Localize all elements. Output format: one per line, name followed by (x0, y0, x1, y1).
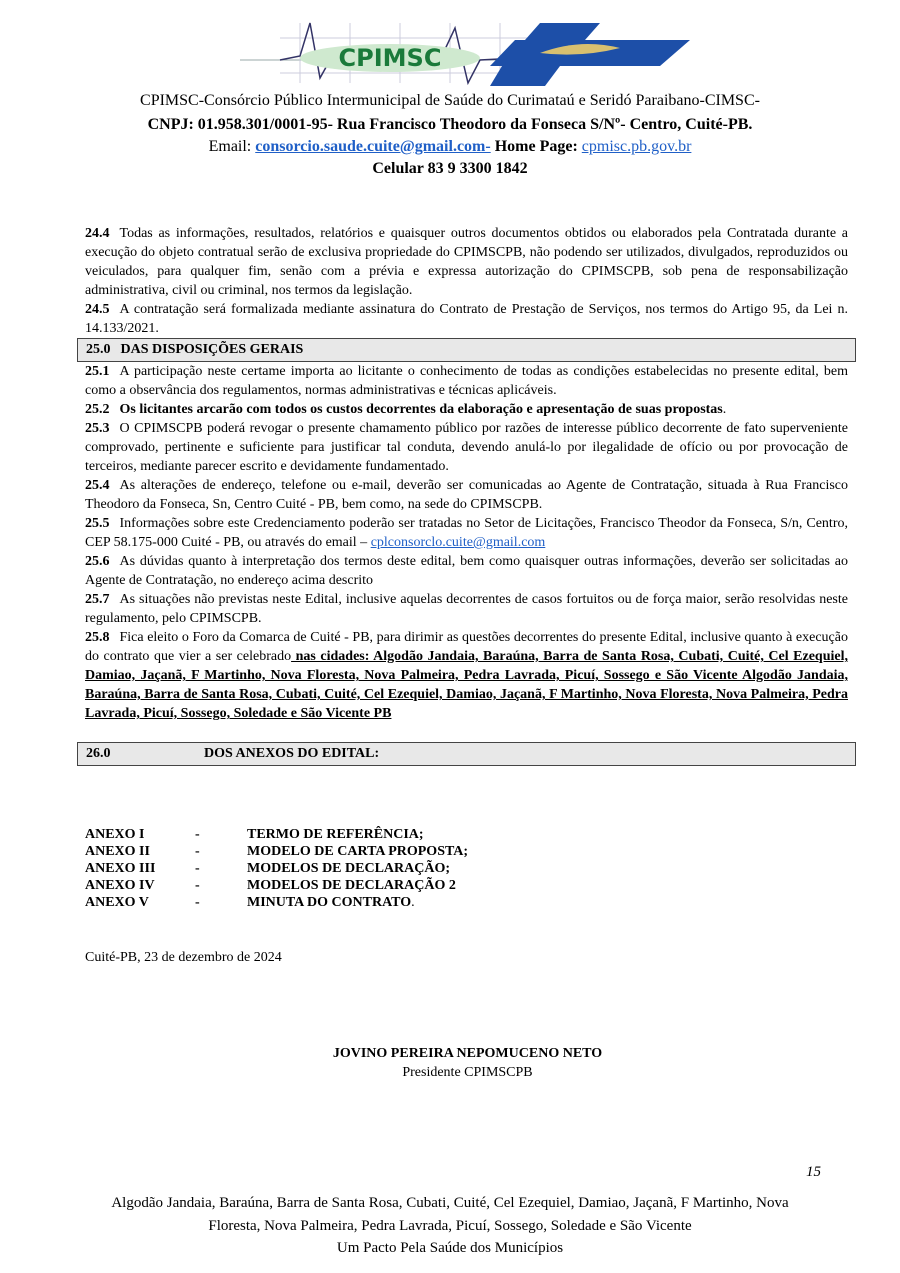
clause-25-2: 25.2 Os licitantes arcarão com todos os custos decorrentes da elaboração e apresentação de suas propostas. (85, 402, 727, 417)
clause-25-4: 25.4 As alterações de endereço, telefone ou e-mail, deverão ser comunicadas ao Agente de Contratação, situada à Rua Francisco Theodoro da Fonseca, Sn, Centro Cuité - PB, bem como, na sede do CPIMSCPB. (85, 478, 848, 512)
licitacao-email-link[interactable]: cplconsorclo.cuite@gmail.com (370, 535, 546, 550)
annex-item: ANEXO II - MODELO DE CARTA PROPOSTA; (85, 844, 469, 859)
signatory-role: Presidente CPIMSCPB (402, 1065, 533, 1080)
header-org-name: CPIMSC-Consórcio Público Intermunicipal de Saúde do Curimataú e Seridó Paraibano-CIMSC- (140, 92, 760, 109)
header-phone: Celular 83 9 3300 1842 (372, 160, 528, 177)
annex-item: ANEXO IV - MODELOS DE DECLARAÇÃO 2 (85, 878, 456, 893)
footer-line-3: Um Pacto Pela Saúde dos Municípios (336, 1240, 564, 1256)
clause-25-6: 25.6 As dúvidas quanto à interpretação dos termos deste edital, bem como quaisquer outras informações, deverão ser solicitadas ao Agente de Contratação, no endereço acima descrito (85, 554, 848, 588)
section-25-heading: 25.0 DAS DISPOSIÇÕES GERAIS (77, 338, 856, 362)
section-26-heading: 26.0 DOS ANEXOS DO EDITAL: (77, 742, 856, 766)
clause-25-7: 25.7 As situações não previstas neste Edital, inclusive aquelas decorrentes de casos fortuitos ou de força maior, serão resolvidas neste regulamento, pelo CPIMSCPB. (85, 592, 848, 626)
clause-24-4: 24.4 Todas as informações, resultados, relatórios e quaisquer outros documentos obtidos ou elaborados pela Contratada durante a execução do objeto contratual serão de exclusiva propriedade do CPIMSCPB, não podendo ser utilizados, divulgados, reproduzidos ou veiculados, para qualquer fim, senão com a prévia e expressa autorização do CPIMSCPB, sob pena de responsabilização administrativa, civil ou criminal, nos termos da legislação. (85, 226, 848, 298)
annex-list (85, 826, 468, 911)
clause-25-5: 25.5 Informações sobre este Credenciamento poderão ser tratadas no Setor de Licitações, Francisco Theodor da Fonseca, S/n, Centro, CEP 58.175-000 Cuité - PB, ou através do email – cplconsorclo.cuite@gmail.com (85, 516, 848, 550)
annex-item: ANEXO III - MODELOS DE DECLARAÇÃO; (85, 861, 451, 876)
footer-line-2: Floresta, Nova Palmeira, Pedra Lavrada, Picuí, Sossego, Soledade e São Vicente (208, 1217, 692, 1234)
homepage-label: Home Page: (490, 138, 582, 155)
clause-25-8: 25.8 Fica eleito o Foro da Comarca de Cuité - PB, para dirimir as questões decorrentes do presente Edital, inclusive quanto à execução do contrato que vier a ser celebrado nas cidades: Algodão Jandaia, Baraúna, Barra de Santa Rosa, Cubati, Cuité, Cel Ezequiel, Damiao, Jaçanã, F Martinho, Nova Floresta, Nova Palmeira, Pedra Lavrada, Picuí, Sossego e São Vicente Algodão Jandaia, Baraúna, Barra de Santa Rosa, Cubati, Cuité, Cel Ezequiel, Damiao, Jaçanã, F Martinho, Nova Floresta, Nova Palmeira, Pedra Lavrada, Picuí, Sossego, Soledade e São Vicente PB (85, 630, 849, 721)
header-address: CNPJ: 01.958.301/0001-95- Rua Francisco Theodoro da Fonseca S/Nº- Centro, Cuité-PB. (147, 116, 753, 133)
document-date: Cuité-PB, 23 de dezembro de 2024 (85, 950, 282, 965)
signatory-name: JOVINO PEREIRA NEPOMUCENO NETO (332, 1046, 603, 1061)
page-number: 15 (806, 1164, 821, 1180)
header-contacts (0, 138, 900, 156)
homepage-link[interactable]: cpmisc.pb.gov.br (581, 138, 692, 155)
annex-item: ANEXO V - MINUTA DO CONTRATO . (85, 895, 415, 910)
email-link[interactable]: consorcio.saude.cuite@gmail.com- (255, 138, 491, 155)
document-body (85, 224, 848, 766)
clause-25-3: 25.3 O CPIMSCPB poderá revogar o presente chamamento público por razões de interesse público decorrente de fato superveniente comprovado, pertinente e suficiente para justificar tal conduta, devendo anulá-lo por ilegalidade de ofício ou por provocação de terceiros, mediante parecer escrito e devidamente fundamentado. (85, 421, 848, 474)
clause-25-1: 25.1 A participação neste certame importa ao licitante o conhecimento de todas as condições estabelecidas no presente edital, bem como a observância dos regulamentos, normas administrativas e técnicas aplicáveis. (85, 364, 848, 398)
footer-line-1: Algodão Jandaia, Baraúna, Barra de Santa Rosa, Cubati, Cuité, Cel Ezequiel, Damiao, Jaçanã, F Martinho, Nova (111, 1195, 789, 1211)
clause-24-5: 24.5 A contratação será formalizada mediante assinatura do Contrato de Prestação de Serviços, nos termos do Artigo 95, da Lei n. 14.133/2021. (85, 302, 848, 336)
cpimsc-logo (240, 18, 690, 86)
annex-item: ANEXO I - TERMO DE REFERÊNCIA; (85, 827, 424, 842)
footer (0, 1192, 900, 1260)
svg-text:CPIMSC: CPIMSC (338, 44, 442, 72)
email-label: Email: (208, 138, 256, 155)
